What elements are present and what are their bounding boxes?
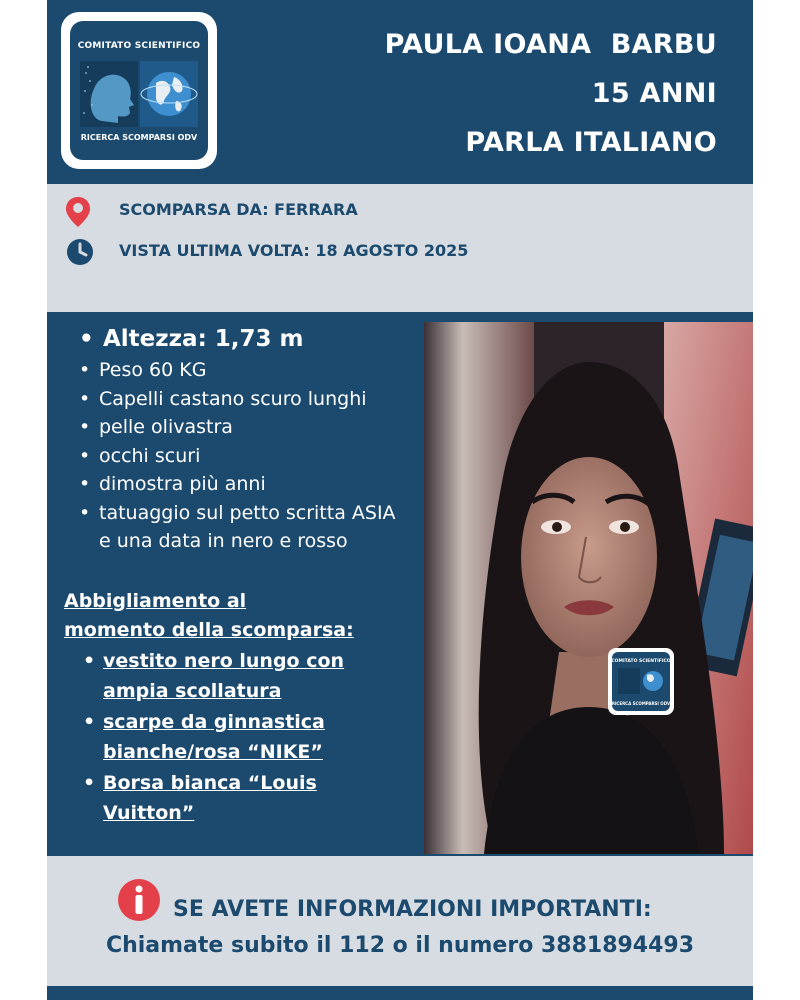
missing-person-poster bbox=[47, 0, 753, 1000]
header bbox=[47, 0, 753, 184]
description-item: • tatuaggio sul petto scritta ASIA e una data in nero e rosso bbox=[79, 499, 399, 556]
head-globe-icon bbox=[80, 61, 198, 127]
clock-icon bbox=[66, 238, 94, 266]
person-photo bbox=[424, 322, 753, 854]
height-item: • Altezza: 1,73 m bbox=[79, 322, 429, 356]
portrait-illustration bbox=[424, 322, 753, 854]
svg-text:COMITATO SCIENTIFICO: COMITATO SCIENTIFICO bbox=[611, 659, 671, 664]
call-to-action-title: SE AVETE INFORMAZIONI IMPORTANTI: bbox=[173, 897, 652, 922]
last-seen-text: VISTA ULTIMA VOLTA: 18 AGOSTO 2025 bbox=[119, 241, 469, 260]
photo-watermark-logo bbox=[608, 648, 674, 715]
description-item: • dimostra più anni bbox=[79, 470, 429, 499]
clothing-item: • Borsa bianca “Louis Vuitton” bbox=[83, 769, 383, 828]
svg-text:RICERCA SCOMPARSI ODV: RICERCA SCOMPARSI ODV bbox=[611, 701, 671, 706]
clothing-list bbox=[83, 647, 383, 830]
logo-top-text: COMITATO SCIENTIFICO bbox=[77, 41, 201, 51]
footer-bar bbox=[47, 986, 753, 1000]
info-alert-icon bbox=[117, 878, 161, 922]
description-section bbox=[47, 312, 753, 856]
description-item: • pelle olivastra bbox=[79, 413, 429, 442]
missing-from-text: SCOMPARSA DA: FERRARA bbox=[119, 200, 358, 219]
description-item: • Capelli castano scuro lunghi bbox=[79, 385, 429, 414]
description-item: • Peso 60 KG bbox=[79, 356, 429, 385]
clothing-heading: Abbigliamento al momento della scomparsa: bbox=[64, 590, 354, 641]
organization-logo bbox=[61, 12, 217, 169]
clothing-item: • vestito nero lungo con ampia scollatura bbox=[83, 647, 383, 706]
physical-description bbox=[79, 322, 429, 556]
description-item: • occhi scuri bbox=[79, 442, 429, 471]
clothing-item: • scarpe da ginnastica bianche/rosa “NIKE” bbox=[83, 708, 383, 767]
person-name: PAULA IOANA BARBU bbox=[384, 29, 717, 60]
contact-phone-line: Chiamate subito il 112 o il numero 3881894493 bbox=[105, 933, 695, 958]
logo-bottom-text: RICERCA SCOMPARSI ODV bbox=[80, 133, 198, 142]
person-age: 15 ANNI bbox=[591, 78, 717, 109]
location-pin-icon bbox=[65, 196, 91, 228]
person-language: PARLA ITALIANO bbox=[465, 127, 717, 158]
